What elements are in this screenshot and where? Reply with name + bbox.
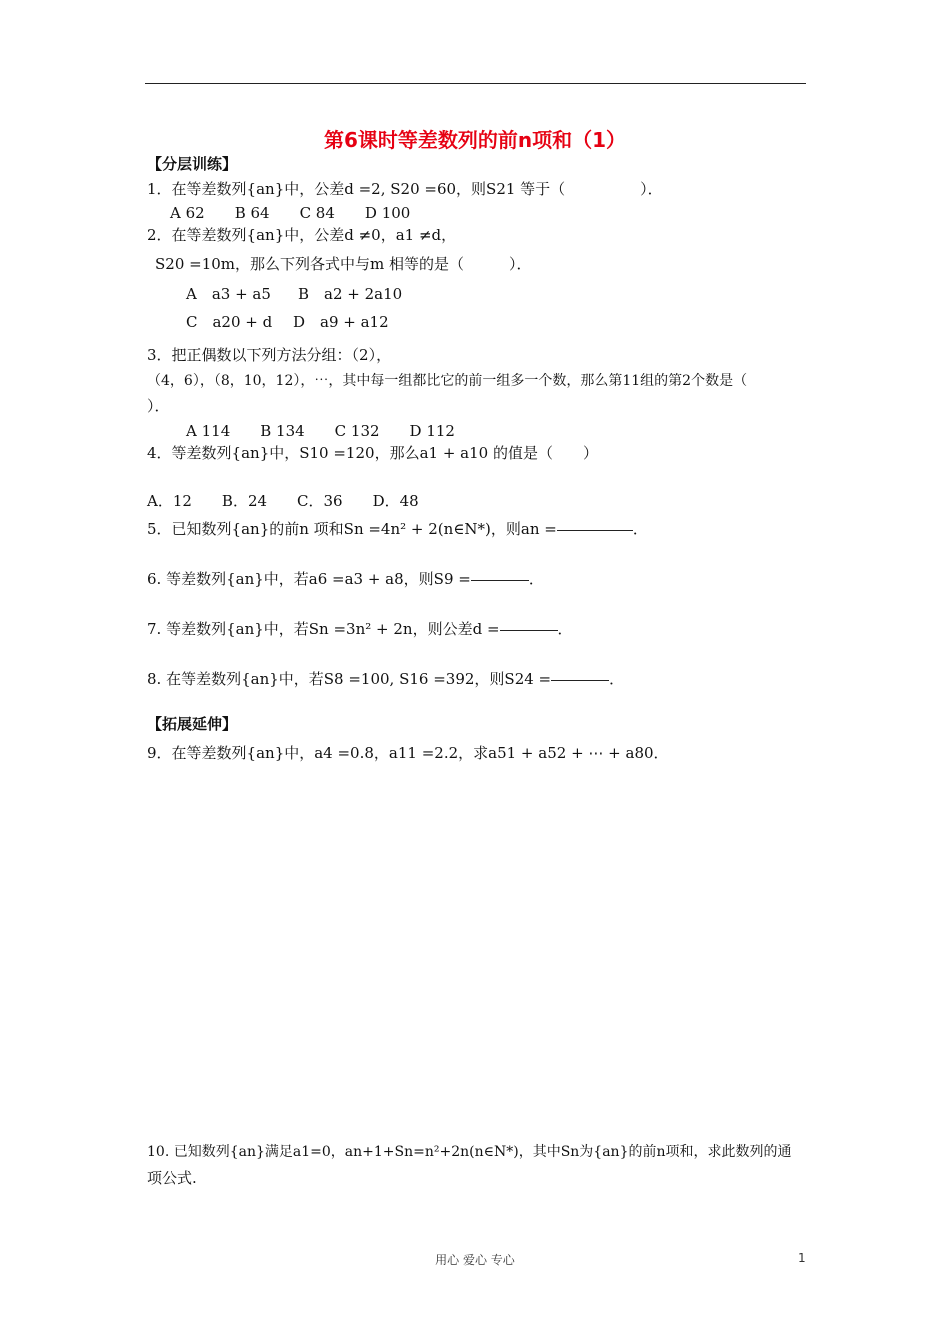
question-3-line-2: （4，6），（8，10，12），⋯，其中每一组都比它的前一组多一个数，那么第11组的第2个数是（ (147, 373, 748, 389)
question-3-line-3: ）． (147, 397, 170, 415)
answer-blank-8[interactable] (551, 680, 609, 681)
question-1-options: A 62 B 64 C 84 D 100 (170, 204, 411, 222)
question-1: 1．在等差数列{an}中，公差d =2, S20 =60，则S21 等于（ ）． (147, 180, 663, 198)
question-6: 6. 等差数列{an}中，若a6 =a3 + a8，则S9 = ． (147, 570, 544, 588)
question-2-line-2: S20 =10m，那么下列各式中与m 相等的是（ ）． (155, 255, 532, 273)
question-10-line-1: 10. 已知数列{an}满足a1=0，an+1+Sn=n²+2n(n∈N*)，其中Sn为{an}的前n项和，求此数列的通 (147, 1144, 792, 1160)
question-2-line-1: 2．在等差数列{an}中，公差d ≠0，a1 ≠d， (147, 226, 457, 244)
question-7-text: 7. 等差数列{an}中，若Sn =3n² + 2n，则公差d = (147, 620, 500, 638)
page-title: 第6课时等差数列的前n项和（1） (323, 128, 627, 152)
question-2-option-d: D a9 + a12 (293, 313, 389, 331)
page-number: 1 (798, 1251, 806, 1265)
question-8: 8. 在等差数列{an}中，若S8 =100, S16 =392，则S24 = ． (147, 670, 625, 688)
section-heading-layered: 【分层训练】 (147, 155, 238, 173)
question-9: 9．在等差数列{an}中，a4 =0.8，a11 =2.2，求a51 + a52 + ⋯ + a80． (147, 744, 669, 762)
question-2-option-c: C a20 + d (186, 313, 273, 331)
answer-blank-5[interactable] (557, 530, 633, 531)
question-4-options: A．12 B．24 C．36 D．48 (147, 492, 419, 510)
question-8-text: 8. 在等差数列{an}中，若S8 =100, S16 =392，则S24 = (147, 670, 552, 688)
question-5: 5．已知数列{an}的前n 项和Sn =4n² + 2(n∈N*)，则an = ． (147, 520, 648, 538)
question-2-option-a: A a3 + a5 (186, 285, 271, 303)
answer-blank-7[interactable] (500, 630, 558, 631)
question-10-line-2: 项公式. (147, 1169, 197, 1187)
question-4: 4．等差数列{an}中，S10 =120，那么a1 + a10 的值是（ ） (147, 444, 598, 462)
header-rule (145, 83, 806, 84)
question-3-options: A 114 B 134 C 132 D 112 (186, 422, 455, 440)
question-3-line-1: 3．把正偶数以下列方法分组：（2）， (147, 346, 392, 364)
question-5-text: 5．已知数列{an}的前n 项和Sn =4n² + 2(n∈N*)，则an = (147, 520, 557, 538)
section-heading-extension: 【拓展延伸】 (147, 715, 238, 733)
answer-blank-6[interactable] (471, 580, 529, 581)
question-6-text: 6. 等差数列{an}中，若a6 =a3 + a8，则S9 = (147, 570, 471, 588)
question-2-option-b: B a2 + 2a10 (298, 285, 403, 303)
question-7: 7. 等差数列{an}中，若Sn =3n² + 2n，则公差d = ． (147, 620, 573, 638)
footer-motto: 用心 爱心 专心 (435, 1253, 515, 1267)
